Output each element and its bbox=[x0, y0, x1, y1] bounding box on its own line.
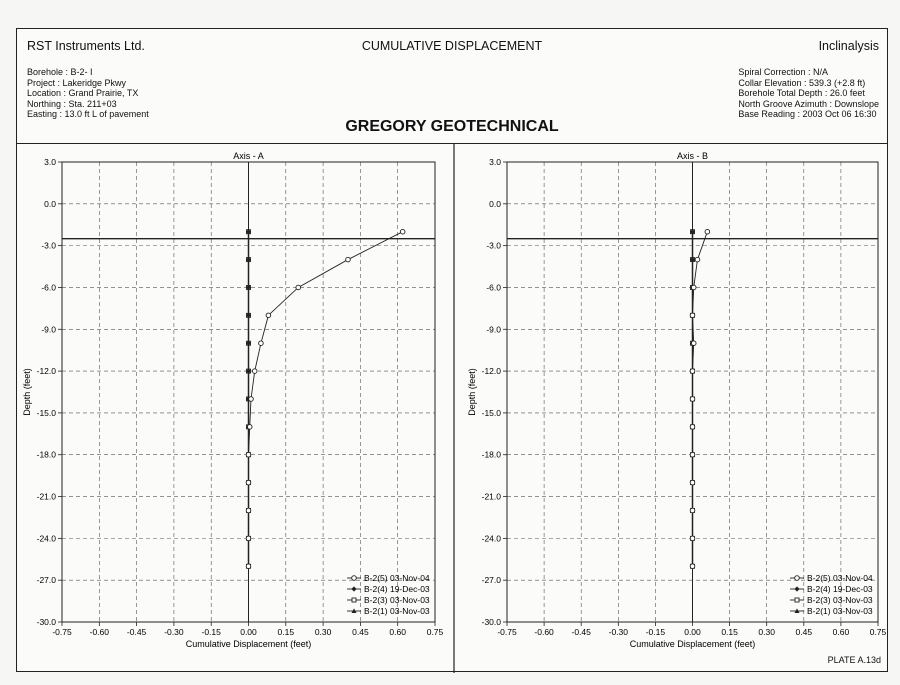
series-line bbox=[249, 232, 403, 567]
y-tick-label: -15.0 bbox=[481, 407, 501, 418]
y-tick-label: -24.0 bbox=[481, 533, 501, 544]
y-tick-label: -18.0 bbox=[481, 449, 501, 460]
data-point bbox=[246, 536, 251, 541]
data-point bbox=[352, 576, 357, 581]
chart-legend bbox=[347, 573, 430, 616]
legend-entry: B-2(4) 19-Dec-03 bbox=[364, 584, 430, 594]
data-point bbox=[795, 598, 799, 602]
data-point bbox=[690, 508, 695, 513]
x-tick-label: -0.30 bbox=[608, 627, 628, 637]
legend-entry: B-2(5) 03-Nov-04 bbox=[807, 573, 873, 583]
total-depth-line: Borehole Total Depth : 26.0 feet bbox=[738, 88, 865, 98]
data-point bbox=[249, 397, 254, 402]
base-reading-line: Base Reading : 2003 Oct 06 16:30 bbox=[738, 109, 877, 119]
data-point bbox=[296, 285, 301, 290]
x-tick-label: 0.00 bbox=[684, 627, 701, 637]
y-tick-label: 0.0 bbox=[44, 198, 56, 209]
y-tick-label: -27.0 bbox=[36, 575, 56, 586]
x-tick-label: -0.75 bbox=[497, 627, 517, 637]
plate-label: PLATE A.13d bbox=[827, 655, 881, 665]
x-tick-label: -0.75 bbox=[52, 627, 72, 637]
data-point bbox=[690, 369, 695, 374]
spiral-correction-line: Spiral Correction : N/A bbox=[738, 67, 828, 77]
x-tick-label: 0.45 bbox=[352, 627, 369, 637]
legend-entry: B-2(1) 03-Nov-03 bbox=[364, 606, 430, 616]
y-tick-label: -21.0 bbox=[481, 491, 501, 502]
data-point bbox=[690, 397, 695, 402]
x-tick-label: -0.45 bbox=[571, 627, 591, 637]
data-point bbox=[252, 369, 257, 374]
y-tick-label: -21.0 bbox=[36, 491, 56, 502]
x-tick-label: 0.60 bbox=[389, 627, 406, 637]
x-tick-label: -0.60 bbox=[534, 627, 554, 637]
collar-elevation-line: Collar Elevation : 539.3 (+2.8 ft) bbox=[738, 77, 866, 88]
data-point bbox=[691, 285, 696, 290]
x-tick-label: 0.45 bbox=[795, 627, 813, 637]
data-point bbox=[400, 229, 405, 234]
data-point bbox=[266, 313, 271, 318]
project-line: Project : Lakeridge Pkwy bbox=[27, 77, 127, 88]
y-tick-label: 3.0 bbox=[489, 157, 501, 167]
legend-entry: B-2(3) 03-Nov-03 bbox=[807, 595, 873, 605]
borehole-line: Borehole : B-2- I bbox=[27, 67, 93, 77]
data-point bbox=[690, 564, 695, 569]
series-1 bbox=[246, 229, 405, 568]
data-point bbox=[259, 341, 264, 346]
x-tick-label: -0.30 bbox=[164, 627, 184, 637]
y-tick-label: -30.0 bbox=[481, 617, 501, 627]
y-tick-label: -9.0 bbox=[41, 324, 56, 335]
data-point bbox=[690, 480, 695, 485]
y-tick-label: -3.0 bbox=[486, 240, 501, 251]
y-tick-label: -24.0 bbox=[36, 533, 56, 544]
x-axis-label: Cumulative Displacement (feet) bbox=[629, 639, 756, 649]
x-axis-label: Cumulative Displacement (feet) bbox=[185, 639, 312, 649]
x-tick-label: 0.30 bbox=[314, 627, 332, 637]
x-tick-label: 0.00 bbox=[240, 627, 257, 637]
charts-canvas bbox=[17, 29, 889, 673]
data-point bbox=[247, 425, 252, 430]
y-tick-label: -6.0 bbox=[486, 282, 501, 293]
x-tick-label: -0.45 bbox=[126, 627, 147, 637]
legend-entry: B-2(3) 03-Nov-03 bbox=[364, 595, 430, 605]
groove-azimuth-line: North Groove Azimuth : Downslope bbox=[738, 98, 879, 109]
data-point bbox=[246, 452, 251, 457]
easting-line: Easting : 13.0 ft L of pavement bbox=[27, 109, 149, 119]
chart-panel-2 bbox=[467, 151, 887, 649]
document-title: CUMULATIVE DISPLACEMENT bbox=[361, 39, 543, 53]
data-point bbox=[246, 564, 251, 569]
legend-entry: B-2(1) 03-Nov-03 bbox=[807, 606, 873, 616]
y-axis-label: Depth (feet) bbox=[22, 368, 32, 416]
y-tick-label: -12.0 bbox=[481, 366, 501, 377]
x-tick-label: 0.15 bbox=[277, 627, 295, 637]
x-tick-label: 0.75 bbox=[426, 627, 444, 637]
data-point bbox=[690, 313, 695, 318]
data-point bbox=[695, 257, 700, 262]
y-tick-label: -3.0 bbox=[41, 240, 56, 251]
legend-entry: B-2(5) 03-Nov-04 bbox=[364, 573, 430, 583]
data-point bbox=[690, 536, 695, 541]
chart-panel-1 bbox=[22, 151, 444, 649]
legend-entry: B-2(4) 19-Dec-03 bbox=[807, 584, 873, 594]
location-line: Location : Grand Prairie, TX bbox=[27, 88, 139, 98]
data-point bbox=[246, 508, 251, 513]
chart-title: Axis - B bbox=[676, 151, 709, 161]
application-name: Inclinalysis bbox=[818, 39, 879, 53]
y-tick-label: -15.0 bbox=[36, 407, 56, 418]
series-1 bbox=[690, 229, 709, 568]
y-tick-label: -27.0 bbox=[481, 575, 501, 586]
y-tick-label: 0.0 bbox=[489, 198, 501, 209]
report-sheet bbox=[16, 28, 888, 672]
data-point bbox=[690, 452, 695, 457]
data-point bbox=[352, 598, 356, 602]
x-tick-label: -0.15 bbox=[201, 627, 221, 637]
data-point bbox=[346, 257, 351, 262]
data-point bbox=[795, 576, 800, 581]
firm-name: GREGORY GEOTECHNICAL bbox=[345, 118, 559, 135]
x-tick-label: 0.60 bbox=[832, 627, 850, 637]
y-axis-label: Depth (feet) bbox=[467, 368, 477, 416]
y-tick-label: -9.0 bbox=[486, 324, 501, 335]
y-tick-label: -30.0 bbox=[36, 617, 56, 627]
company-name: RST Instruments Ltd. bbox=[27, 39, 145, 53]
data-point bbox=[351, 586, 356, 591]
x-tick-label: -0.60 bbox=[89, 627, 109, 637]
northing-line: Northing : Sta. 211+03 bbox=[27, 98, 117, 109]
data-point bbox=[690, 425, 695, 430]
chart-legend bbox=[790, 573, 873, 616]
data-point bbox=[794, 586, 799, 591]
data-point bbox=[246, 480, 251, 485]
data-point bbox=[705, 229, 710, 234]
x-tick-label: 0.30 bbox=[758, 627, 775, 637]
x-tick-label: 0.75 bbox=[869, 627, 887, 637]
y-tick-label: -6.0 bbox=[41, 282, 56, 293]
y-tick-label: -18.0 bbox=[36, 449, 56, 460]
chart-title: Axis - A bbox=[233, 151, 264, 161]
data-point bbox=[691, 341, 696, 346]
y-tick-label: 3.0 bbox=[44, 157, 56, 167]
y-tick-label: -12.0 bbox=[36, 366, 56, 377]
x-tick-label: 0.15 bbox=[721, 627, 738, 637]
x-tick-label: -0.15 bbox=[645, 627, 666, 637]
